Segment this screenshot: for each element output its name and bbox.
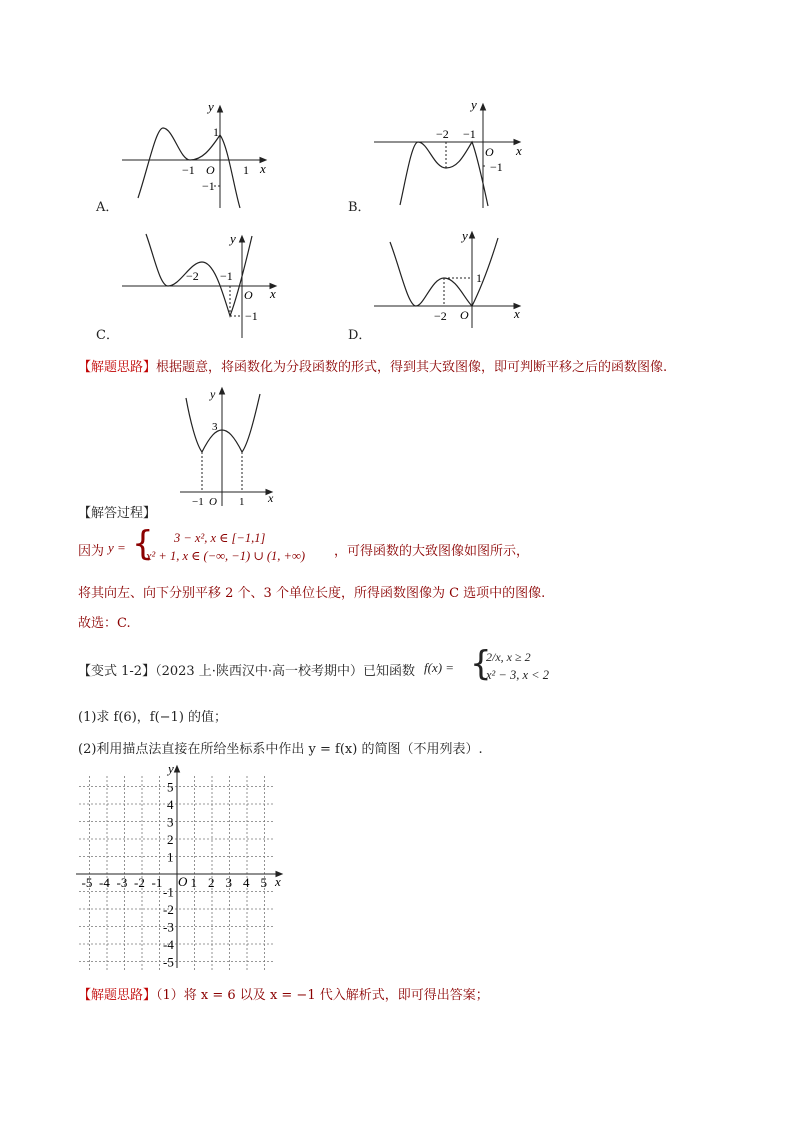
- option-c-label: C．: [96, 328, 119, 343]
- axis-label-x: x: [260, 161, 266, 176]
- axis-label-x: x: [268, 491, 274, 505]
- axis-label-y: y: [471, 100, 477, 112]
- tick-neg1: −1: [220, 269, 233, 283]
- y-tick-label: 1: [167, 849, 174, 865]
- tick-3: 3: [212, 421, 218, 433]
- y-tick-label: 2: [167, 832, 174, 847]
- option-a-label: A．: [96, 200, 119, 215]
- x-tick-label: -2: [134, 875, 145, 890]
- axis-label-x: x: [270, 286, 276, 301]
- solution-prefix: 因为: [78, 544, 105, 559]
- graph-b: [370, 100, 530, 212]
- y-tick-label: -2: [163, 902, 174, 917]
- brace-icon: {: [132, 524, 154, 564]
- axis-label-x: x: [514, 306, 520, 321]
- sketch-graph: [176, 384, 286, 508]
- hint-line-1: [78, 356, 667, 375]
- tick-neg2: −2: [436, 127, 449, 141]
- variant-piece-2: x² − 3, x < 2: [486, 668, 549, 682]
- axis-label-y: y: [208, 99, 214, 114]
- tick-y1: 1: [213, 125, 219, 139]
- axis-label-x: x: [275, 874, 281, 889]
- coordinate-grid: [70, 762, 290, 974]
- solution-line-1: [78, 524, 698, 568]
- x-tick-label: -4: [99, 875, 110, 890]
- hint-tag: 【解题思路】: [78, 988, 157, 1003]
- y-tick-label: -3: [163, 919, 174, 935]
- origin-label: O: [460, 308, 469, 322]
- hint-text: 根据题意，将函数化为分段函数的形式，得到其大致图像，即可判断平移之后的函数图像.: [156, 360, 668, 375]
- origin-label: O: [209, 496, 217, 508]
- solution-y: y =: [108, 540, 126, 555]
- x-tick-label: -5: [81, 875, 93, 890]
- origin-label: O: [178, 874, 188, 889]
- brace-icon: {: [470, 644, 492, 684]
- x-tick-label: 2: [208, 875, 215, 890]
- x-tick-label: -3: [116, 875, 128, 890]
- origin-label: O: [485, 145, 494, 159]
- tick-yneg1: −1: [245, 309, 258, 323]
- x-tick-label: 3: [225, 875, 232, 890]
- variant-head-line: [78, 644, 718, 688]
- tick-yneg1: −1: [490, 160, 503, 174]
- y-tick-label: 5: [167, 779, 174, 795]
- tick-1: 1: [243, 163, 249, 177]
- option-b-label: B．: [348, 200, 371, 215]
- question-1: (1)求 f(6)，f(−1) 的值；: [78, 710, 228, 725]
- tick-neg1: −1: [463, 127, 476, 141]
- y-tick-label: -4: [163, 937, 174, 952]
- origin-label: O: [244, 288, 253, 302]
- y-tick-label: 3: [167, 814, 174, 830]
- solution-tag: 【解答过程】: [78, 506, 157, 521]
- y-tick-label: 4: [167, 797, 174, 812]
- x-tick-label: 4: [243, 875, 250, 890]
- tick-yneg1: −1: [202, 179, 215, 193]
- x-tick-label: 1: [190, 875, 197, 890]
- axis-label-y: y: [230, 231, 236, 246]
- origin-label: O: [206, 163, 215, 177]
- hint-text: （1）将 x = 6 以及 x = −1 代入解析式，即可得出答案；: [156, 988, 489, 1003]
- solution-line-3: 故选：C.: [78, 616, 131, 631]
- variant-fx: f(x) =: [424, 660, 455, 675]
- option-d-label: D．: [348, 328, 372, 343]
- tick-neg1: −1: [192, 496, 204, 508]
- piece-2: x² + 1, x ∈ (−∞, −1) ∪ (1, +∞): [146, 549, 306, 563]
- variant-piece-1: 2/x, x ≥ 2: [486, 650, 531, 664]
- tick-neg1: −1: [182, 163, 195, 177]
- variant-head: 【变式 1-2】（2023 上·陕西汉中·高一校考期中）已知函数: [78, 664, 416, 679]
- axis-label-y: y: [462, 228, 468, 243]
- y-tick-label: -5: [163, 954, 174, 970]
- tick-neg2: −2: [434, 309, 447, 323]
- tick-neg2: −2: [186, 269, 199, 283]
- question-2: (2)利用描点法直接在所给坐标系中作出 y = f(x) 的简图（不用列表）.: [78, 742, 483, 757]
- y-tick-label: -1: [163, 884, 174, 900]
- solution-suffix: ，可得函数的大致图像如图所示，: [334, 544, 530, 559]
- axis-label-y: y: [210, 387, 216, 401]
- hint-line-2: [78, 984, 489, 1003]
- axis-label-y: y: [168, 762, 174, 776]
- x-tick-label: 5: [260, 875, 267, 890]
- x-tick-label: -1: [151, 875, 163, 890]
- graph-a: [118, 98, 276, 210]
- graph-d: [370, 228, 530, 338]
- hint-tag: 【解题思路】: [78, 360, 157, 375]
- axis-label-x: x: [516, 143, 522, 158]
- piece-1: 3 − x², x ∈ [−1,1]: [174, 531, 266, 545]
- graph-c: [118, 230, 286, 340]
- tick-y1: 1: [476, 271, 482, 285]
- tick-1: 1: [239, 496, 245, 508]
- solution-line-2: 将其向左、向下分别平移 2 个、3 个单位长度，所得函数图像为 C 选项中的图像.: [78, 586, 546, 601]
